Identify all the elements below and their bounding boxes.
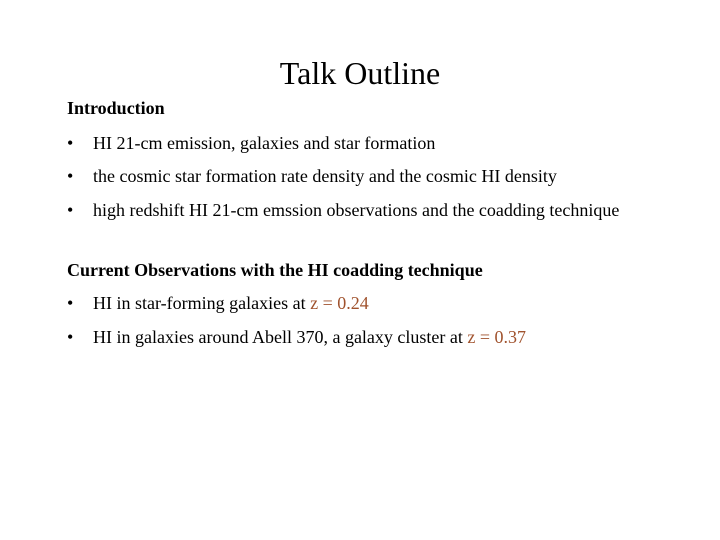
bullet-dot: •	[67, 293, 74, 313]
bullet-item	[67, 197, 648, 223]
section-heading-current-observations: Current Observations with the HI coadding technique	[67, 260, 483, 280]
bullet-dot: •	[67, 166, 74, 186]
bullet-text: HI 21-cm emission, galaxies and star formation	[93, 133, 436, 153]
bullet-text-main: HI in star-forming galaxies at	[93, 293, 311, 313]
bullet-item	[67, 324, 648, 350]
bullet-text	[93, 324, 648, 350]
slide-title: Talk Outline	[279, 55, 441, 91]
section-heading-introduction: Introduction	[67, 98, 165, 118]
redshift-value: z = 0.37	[467, 327, 527, 347]
bullet-text: the cosmic star formation rate density and the cosmic HI density	[93, 166, 557, 186]
bullet-text-main: HI in galaxies around Abell 370, a galaxy cluster at	[93, 327, 468, 347]
redshift-value: z = 0.24	[310, 293, 369, 313]
bullet-item	[67, 130, 648, 156]
bullet-text: high redshift HI 21-cm emssion observations and the coadding technique	[93, 200, 620, 220]
bullet-item	[67, 163, 648, 189]
bullet-dot: •	[67, 200, 74, 220]
bullet-text	[93, 290, 648, 316]
bullet-dot: •	[67, 327, 74, 347]
bullet-item	[67, 290, 648, 316]
bullet-dot: •	[67, 133, 74, 153]
